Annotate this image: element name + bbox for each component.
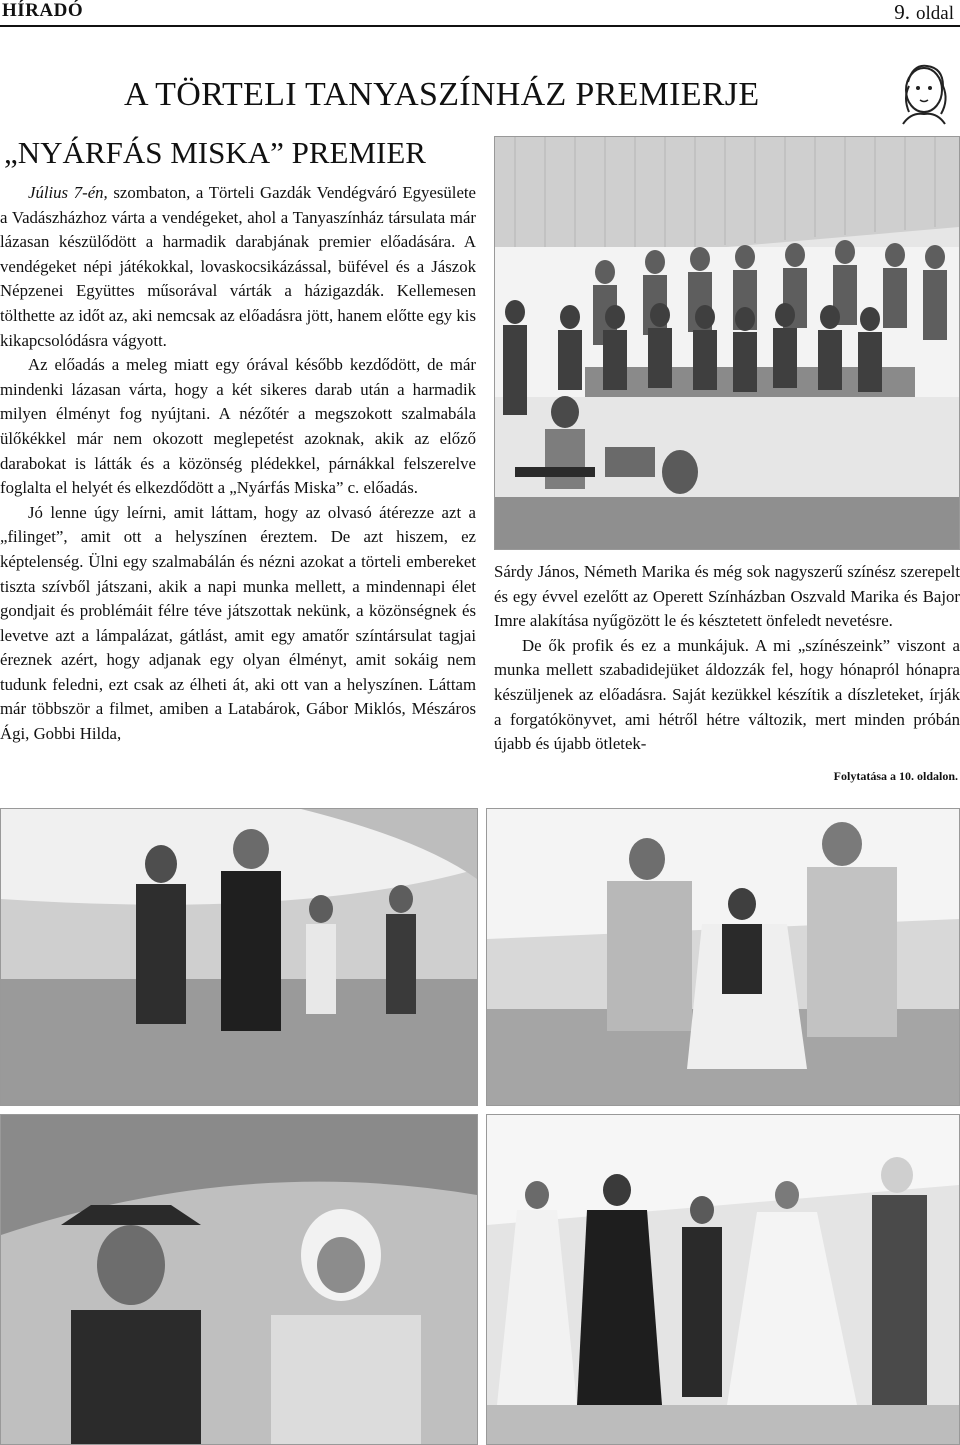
- photo-actors-1: [0, 808, 478, 1106]
- paragraph-3: Jó lenne úgy leírni, amit láttam, hogy az olvasó átérezze azt a „filinget”, amit ott a helyszínen éreztem. De azt hiszem, ez képtelenség. Ülni egy szalmabálán és nézni azokat a törteli embereket tiszta szívből játszani, akik a napi munka mellett, a mindennapi élet gondjait és problémáit félre téve játszottak nekünk, a közönségnek és levetve azt a lámpalázat, gátlást, amit egy amatőr színtársulat tagjai éreznek azért, hogy adjanak egy olyan élményt, amit sokáig nem tudunk feledni, ezt csak az élheti át, aki ott van a helyszínen. Láttam már többször a filmet, amiben a Latabárok, Gábor Miklós, Mészáros Ági, Gobbi Hilda,: [0, 502, 476, 744]
- article-subtitle: „NYÁRFÁS MISKA” PREMIER: [4, 135, 426, 170]
- paragraph-1: [0, 181, 476, 353]
- paragraph-1-text: szombaton, a Törteli Gazdák Vendégváró Egyesülete a Vadászházhoz várta a vendégeket, ahol a Tanyaszínház társulata már lázasan készülődött a harmadik darabjának premier előadására. A vendégeket népi játékokkal, lovaskocsikázással, büfével és a Jászok Népzenei Együttes műsorával várták a házigazdák. Kellemesen tölthette az időt az, aki nemcsak az előadásra jött, hanem előtte egy kis kikapcsolódásra vágyott.: [0, 183, 477, 350]
- photo-actors-4: [486, 1114, 960, 1445]
- group-photo: [494, 136, 960, 550]
- photo-actors-2: [486, 808, 960, 1106]
- paragraph-5: De ők profik és ez a munkájuk. A mi „színészeink” viszont a munka mellett szabadidejüket áldozzák fel, hogy hónapról hónapra készüljenek az előadásra. Saját kezükkel készítik a díszleteket, írják a forgatókönyvet, ami hétről hétre változik, mert minden próbán újabb és újabb ötletek-: [494, 635, 960, 754]
- continued-note: Folytatása a 10. oldalon.: [833, 769, 958, 783]
- paragraph-2: Az előadás a meleg miatt egy órával később kezdődött, de már mindenki lázasan várta, hogy a két sikeres darab után a harmadik milyen élményt fog nyújtani. A nézőtér a megszokott szalmabála ülőkékkel már nem okozott meglepetést azoknak, akik az előző darabokat is látták és a közönség plédekkel, párnákkal felszerelve foglalta el helyét és elkezdődött a „Nyárfás Miska” c. előadás.: [0, 355, 476, 498]
- photo-actors-3: [0, 1114, 478, 1445]
- section-header: HÍRADÓ: [2, 0, 84, 21]
- paragraph-4: Sárdy János, Németh Marika és még sok nagyszerű színész szerepelt és egy évvel ezelőtt az Operett Színházban Oszvald Marika és Bajor Imre alakítása nyűgözött le és késztetett önfeledt nevetésre.: [494, 562, 960, 631]
- portrait-logo-icon: [893, 60, 955, 126]
- page-number: [894, 0, 954, 25]
- paragraph-1-lead: Július 7-én,: [28, 183, 108, 202]
- header-rule: [0, 25, 960, 27]
- article-body-left: [0, 181, 476, 747]
- article-body-right: [494, 560, 960, 757]
- article-title: A TÖRTELI TANYASZÍNHÁZ PREMIERJE: [124, 76, 760, 113]
- page-label: oldal: [916, 3, 954, 24]
- page-number-value: 9.: [894, 0, 910, 24]
